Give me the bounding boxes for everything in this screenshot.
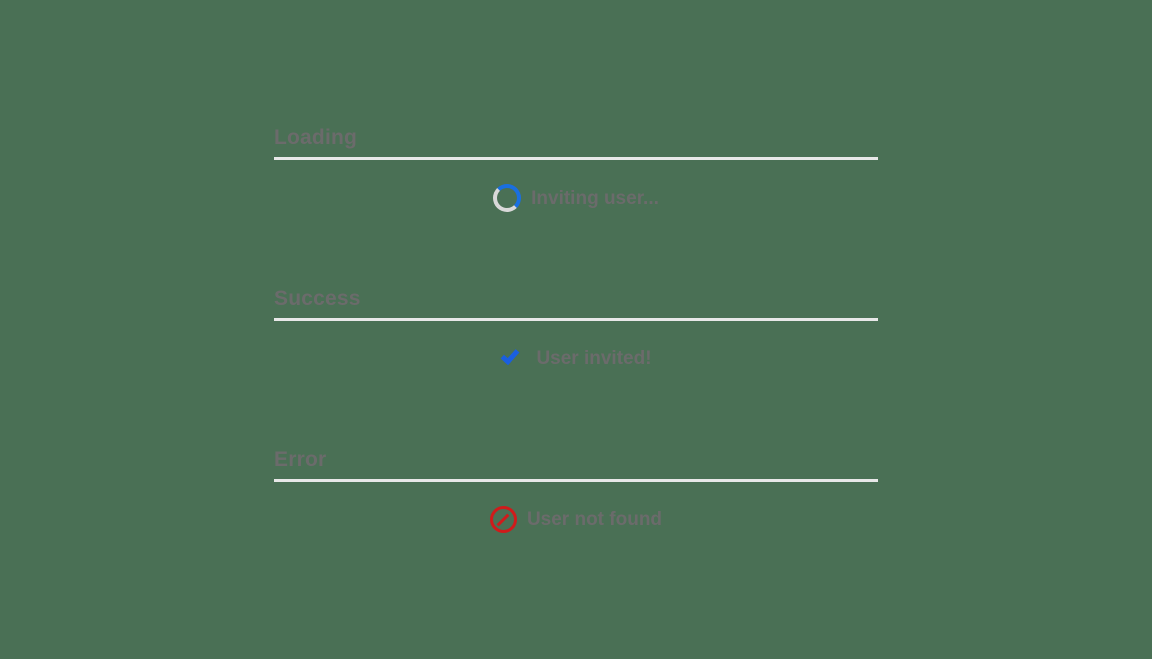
loading-section [274,126,878,212]
error-circle-icon [490,506,517,533]
error-section [274,448,878,533]
success-section-divider [274,318,878,321]
error-status-label: User not found [526,509,663,531]
loading-section-divider [274,157,878,160]
check-icon [500,345,526,371]
success-section-title: Success [274,287,361,310]
loading-status-row [274,184,878,212]
success-status-row [274,345,878,371]
success-section [274,287,878,371]
loading-status-label: Inviting user... [531,187,659,209]
spinner-icon [493,184,521,212]
error-section-divider [274,479,878,482]
error-status-row [274,506,878,533]
loading-section-title: Loading [274,126,358,149]
success-status-label: User invited! [536,347,652,369]
error-section-title: Error [274,448,327,471]
